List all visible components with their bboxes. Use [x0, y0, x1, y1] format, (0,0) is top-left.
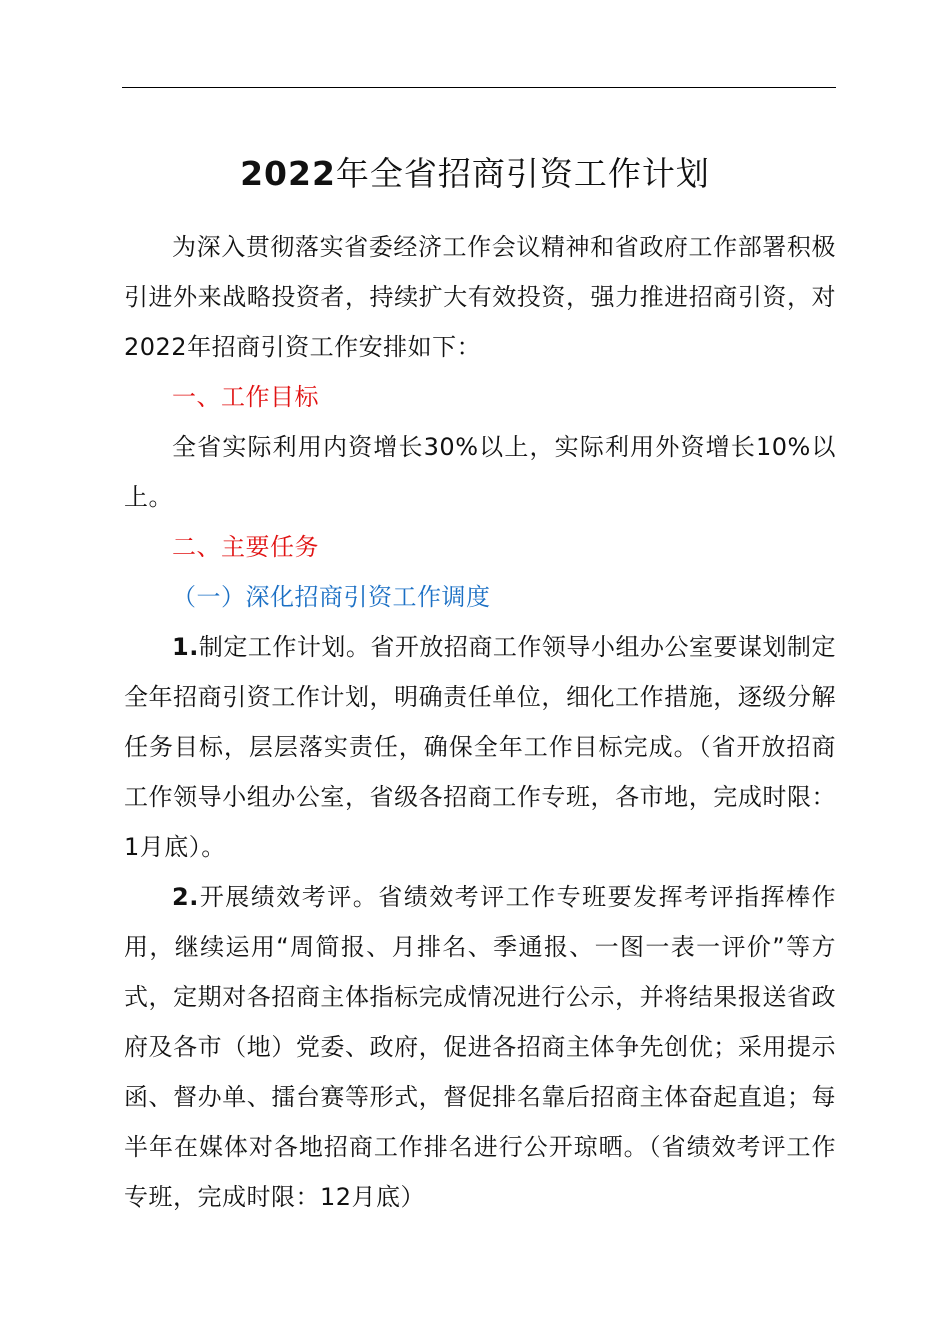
section-heading-goals: 一、工作目标 [172, 383, 319, 411]
header-rule [122, 87, 836, 88]
title-year: 2022 [240, 154, 336, 193]
section-heading-tasks: 二、主要任务 [172, 533, 319, 561]
subsection-heading-scheduling: （一）深化招商引资工作调度 [172, 583, 491, 611]
document-title [0, 148, 950, 200]
intro-paragraph: 为深入贯彻落实省委经济工作会议精神和省政府工作部署积极引进外来战略投资者，持续扩大有效投资，强力推进招商引资，对2022年招商引资工作安排如下： [124, 233, 836, 361]
task-item-2-text: 开展绩效考评。省绩效考评工作专班要发挥考评指挥棒作用，继续运用“周简报、月排名、季通报、一图一表一评价”等方式，定期对各招商主体指标完成情况进行公示，并将结果报送省政府及各市（地）党委、政府，促进各招商主体争先创优；采用提示函、督办单、擂台赛等形式，督促排名靠后招商主体奋起直追；每半年在媒体对各地招商工作排名进行公开琼晒。（省绩效考评工作专班，完成时限：12月底） [124, 883, 836, 1211]
task-item-2 [124, 872, 836, 1222]
task-item-2-number: 2. [172, 883, 199, 911]
task-item-1-text: 制定工作计划。省开放招商工作领导小组办公室要谋划制定全年招商引资工作计划，明确责任单位，细化工作措施，逐级分解任务目标，层层落实责任，确保全年工作目标完成。（省开放招商工作领导小组办公室，省级各招商工作专班，各市地，完成时限：1月底）。 [124, 633, 836, 861]
task-item-1-number: 1. [172, 633, 199, 661]
goals-paragraph: 全省实际利用内资增长30%以上，实际利用外资增长10%以上。 [124, 433, 836, 511]
task-item-1 [124, 622, 836, 872]
title-text: 年全省招商引资工作计划 [335, 154, 710, 193]
document-body [124, 222, 836, 1222]
